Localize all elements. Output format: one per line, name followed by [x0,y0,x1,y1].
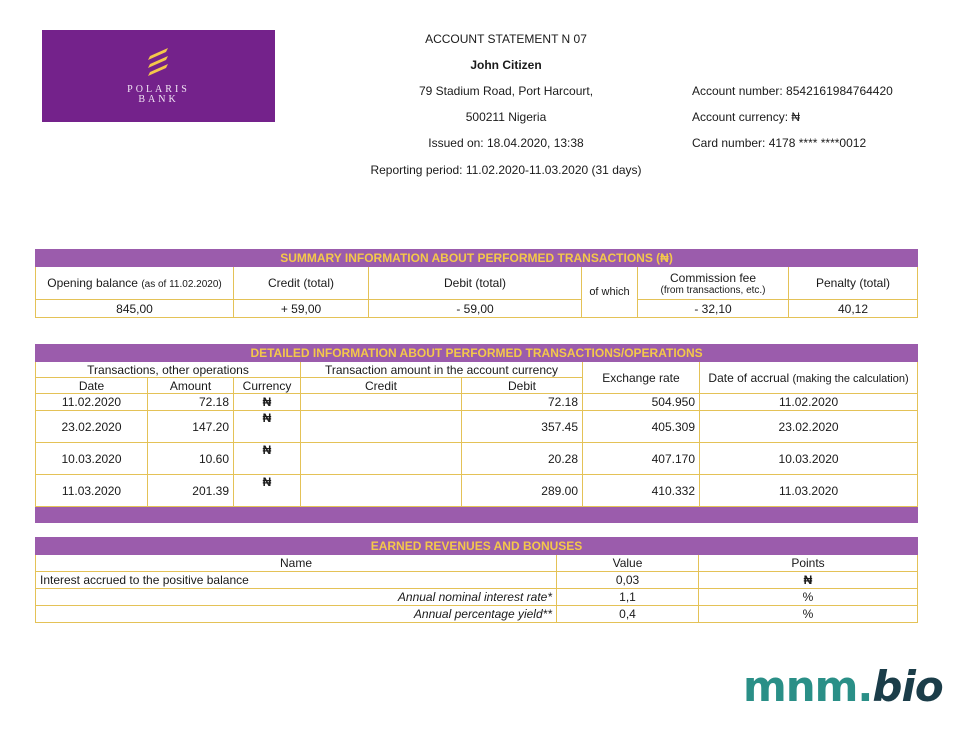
value-header: Value [557,555,699,572]
row-exchange-rate: 410.332 [583,475,700,507]
opening-balance-header: Opening balance (as of 11.02.2020) [36,267,234,300]
row-debit: 289.00 [462,475,583,507]
account-number: Account number: 8542161984764420 [692,84,893,98]
revenue-name: Annual nominal interest rate* [36,589,557,606]
points-header: Points [699,555,918,572]
revenue-name: Interest accrued to the positive balance [36,572,557,589]
watermark-logo: mnm.bio [743,662,943,711]
currency-header: Currency [234,378,301,394]
row-debit: 357.45 [462,411,583,443]
account-currency-group-header: Transaction amount in the account currency [301,362,583,378]
customer-name: John Citizen [470,58,542,72]
row-date: 11.03.2020 [36,475,148,507]
card-number: Card number: 4178 **** ****0012 [692,136,867,150]
credit-total-header: Credit (total) [234,267,369,300]
row-currency: ₦ [234,443,301,475]
row-accrual-date: 11.03.2020 [700,475,918,507]
revenue-points: % [699,606,918,623]
table-row [36,589,918,606]
polaris-star-icon [146,46,172,76]
debit-total-value: - 59,00 [369,300,582,318]
date-of-accrual-header: Date of accrual (making the calculation) [700,362,918,394]
table-row [36,411,918,443]
table-row [36,394,918,411]
table-row [36,572,918,589]
name-header: Name [36,555,557,572]
statement-title: ACCOUNT STATEMENT N 07 [425,32,587,46]
row-exchange-rate: 504.950 [583,394,700,411]
row-accrual-date: 10.03.2020 [700,443,918,475]
row-amount: 147.20 [148,411,234,443]
revenue-value: 0,03 [557,572,699,589]
row-debit: 20.28 [462,443,583,475]
commission-fee-header: Commission fee (from transactions, etc.) [638,267,789,300]
table-row [36,606,918,623]
table-row [36,443,918,475]
revenues-table [35,537,918,623]
detail-footer-band [36,507,918,523]
row-currency: ₦ [234,411,301,443]
revenue-value: 0,4 [557,606,699,623]
row-amount: 10.60 [148,443,234,475]
commission-fee-value: - 32,10 [638,300,789,318]
detail-table [35,344,918,523]
of-which-label: of which [582,267,638,318]
credit-total-value: + 59,00 [234,300,369,318]
detail-title: DETAILED INFORMATION ABOUT PERFORMED TRANSACTIONS/OPERATIONS [36,345,918,362]
row-exchange-rate: 407.170 [583,443,700,475]
row-amount: 201.39 [148,475,234,507]
row-credit [301,443,462,475]
bank-logo [42,30,275,122]
address-line-2: 500211 Nigeria [465,110,547,124]
row-debit: 72.18 [462,394,583,411]
row-date: 10.03.2020 [36,443,148,475]
row-amount: 72.18 [148,394,234,411]
debit-total-header: Debit (total) [369,267,582,300]
row-date: 23.02.2020 [36,411,148,443]
credit-header: Credit [301,378,462,394]
row-date: 11.02.2020 [36,394,148,411]
summary-title: SUMMARY INFORMATION ABOUT PERFORMED TRANSACTIONS (₦) [36,250,918,267]
revenue-points: ₦ [699,572,918,589]
logo-text-line1: POLARIS [127,84,190,95]
row-credit [301,475,462,507]
revenue-value: 1,1 [557,589,699,606]
penalty-total-header: Penalty (total) [789,267,918,300]
row-credit [301,394,462,411]
account-currency: Account currency: ₦ [692,110,801,124]
address-line-1: 79 Stadium Road, Port Harcourt, [418,84,594,98]
debit-header: Debit [462,378,583,394]
revenues-title: EARNED REVENUES AND BONUSES [36,538,918,555]
row-currency: ₦ [234,475,301,507]
row-accrual-date: 23.02.2020 [700,411,918,443]
exchange-rate-header: Exchange rate [583,362,700,394]
date-header: Date [36,378,148,394]
summary-table [35,249,918,318]
revenue-name: Annual percentage yield** [36,606,557,623]
row-exchange-rate: 405.309 [583,411,700,443]
reporting-period: Reporting period: 11.02.2020-11.03.2020 (31 days) [370,163,642,177]
opening-balance-value: 845,00 [36,300,234,318]
row-credit [301,411,462,443]
transactions-group-header: Transactions, other operations [36,362,301,378]
row-accrual-date: 11.02.2020 [700,394,918,411]
row-currency: ₦ [234,394,301,411]
issued-date: Issued on: 18.04.2020, 13:38 [428,136,584,150]
table-row [36,475,918,507]
revenue-points: % [699,589,918,606]
penalty-total-value: 40,12 [789,300,918,318]
logo-text-line2: BANK [138,94,179,105]
amount-header: Amount [148,378,234,394]
